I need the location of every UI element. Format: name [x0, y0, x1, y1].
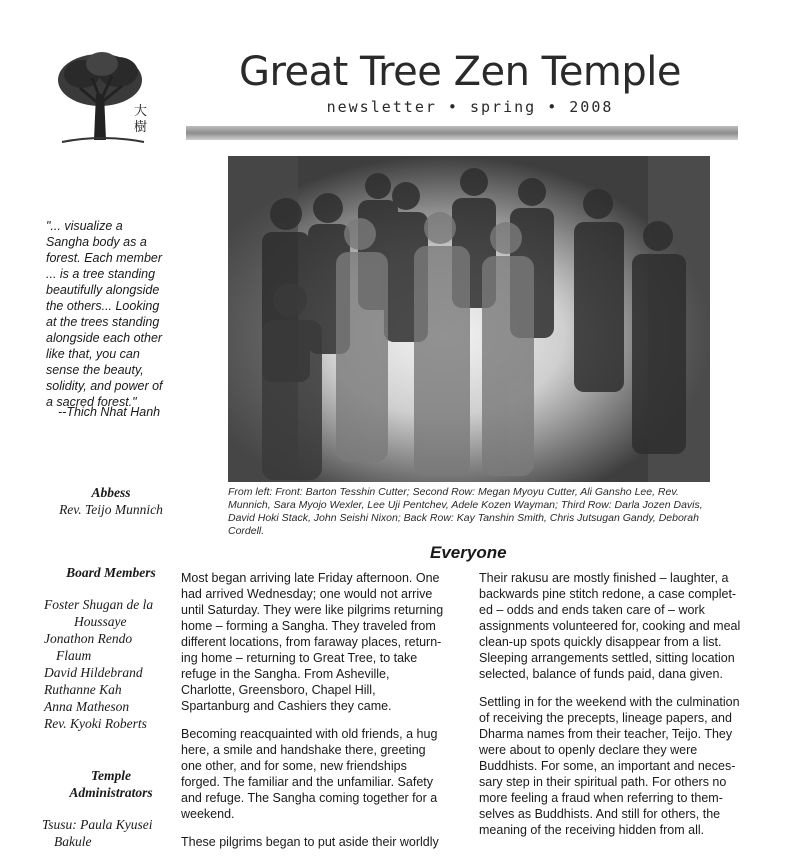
article-column-2: [479, 570, 751, 850]
board-members-list: [44, 596, 184, 732]
board-member: David Hildebrand: [44, 665, 143, 680]
article-headline: Everyone: [430, 543, 507, 562]
board-heading: Board Members: [66, 565, 156, 580]
tree-logo-icon: [52, 44, 162, 154]
article-column-1: [181, 570, 453, 862]
group-photo: [228, 156, 710, 482]
admin-item: Bakule: [54, 834, 92, 849]
masthead-title: Great Tree Zen Temple: [238, 49, 682, 95]
board-member: Foster Shugan de la: [44, 597, 154, 612]
admin-heading-line: Temple: [91, 768, 131, 783]
masthead-subtitle: newsletter • spring • 2008: [326, 98, 614, 116]
article-paragraph: Settling in for the weekend with the culmination of receiving the precepts, lineage papers, and Dharma names from their teacher, Teijo. They were about to openly declare they were Buddhists. For some, an important and neces- sary step in their spiritual path. For others no more feeling a fraud when referring to them- selves as Buddhists. And still for others, the meaning of the receiving hidden from all.: [479, 695, 740, 837]
board-member: Jonathon Rendo: [44, 631, 133, 646]
admin-heading: [40, 767, 182, 801]
board-member: Flaum: [56, 648, 92, 663]
board-member: Anna Matheson: [44, 699, 130, 714]
admin-heading-line: Administrators: [69, 785, 153, 800]
article-paragraph: Becoming reacquainted with old friends, a hug here, a smile and handshake there, greeting one other, and for some, new friendships forged. The familiar and the unfamiliar. Safety and refuge. The Sangha coming together for a weekend.: [181, 727, 438, 821]
header-divider: [186, 126, 738, 140]
article-paragraph: Their rakusu are mostly finished – laughter, a backwards pine stitch redone, a case complet- ed – odds and ends taken care of – work assignments volunteered for, cooking and meal clean-up spots quickly disappear from a list. Sleeping arrangements settled, sitting location selected, balance of funds paid, dana given.: [479, 571, 741, 681]
board-member: Ruthanne Kah: [44, 682, 122, 697]
group-photo-image: [228, 156, 710, 482]
board-member: Houssaye: [74, 614, 127, 629]
abbess-name: Rev. Teijo Munnich: [59, 502, 163, 517]
admin-list: [42, 816, 182, 850]
quote-attribution: --Thich Nhat Hanh: [58, 405, 161, 419]
board-member: Rev. Kyoki Roberts: [44, 716, 147, 731]
temple-logo: [52, 44, 162, 154]
article-paragraph: These pilgrims began to put aside their worldly: [181, 835, 439, 849]
sidebar-quote: "... visualize a Sangha body as a forest. Each member ... is a tree standing beautifully alongside the others... Looking at the trees standing alongside each other like that, you can sense the beauty, solidity, and power of a sacred forest.": [46, 219, 163, 409]
logo-kanji: 大樹: [134, 104, 148, 135]
photo-caption: From left: Front: Barton Tesshin Cutter; Second Row: Megan Myoyu Cutter, Ali Gansho Lee, Rev. Munnich, Sara Myojo Wexler, Lee Uji Pentchev, Adele Kozen Wayman; Third Row: Darla Jozen Davis, David Hoki Stack, John Seishi Nixon; Back Row: Kay Tanshin Smith, Chris Jutsugan Gandy, Deborah Cordell.: [228, 486, 703, 537]
abbess-heading: Abbess: [91, 485, 131, 500]
admin-item: Tsusu: Paula Kyusei: [42, 817, 153, 832]
article-paragraph: Most began arriving late Friday afternoon. One had arrived Wednesday; one would not arrive until Saturday. They were like pilgrims returning home – forming a Sangha. They traveled from different locations, from faraway places, return- ing home – returning to Great Tree, to take refuge in the Sangha. From Asheville, Charlotte, Greensboro, Chapel Hill, Spartanburg and Cashiers they came.: [181, 571, 444, 713]
